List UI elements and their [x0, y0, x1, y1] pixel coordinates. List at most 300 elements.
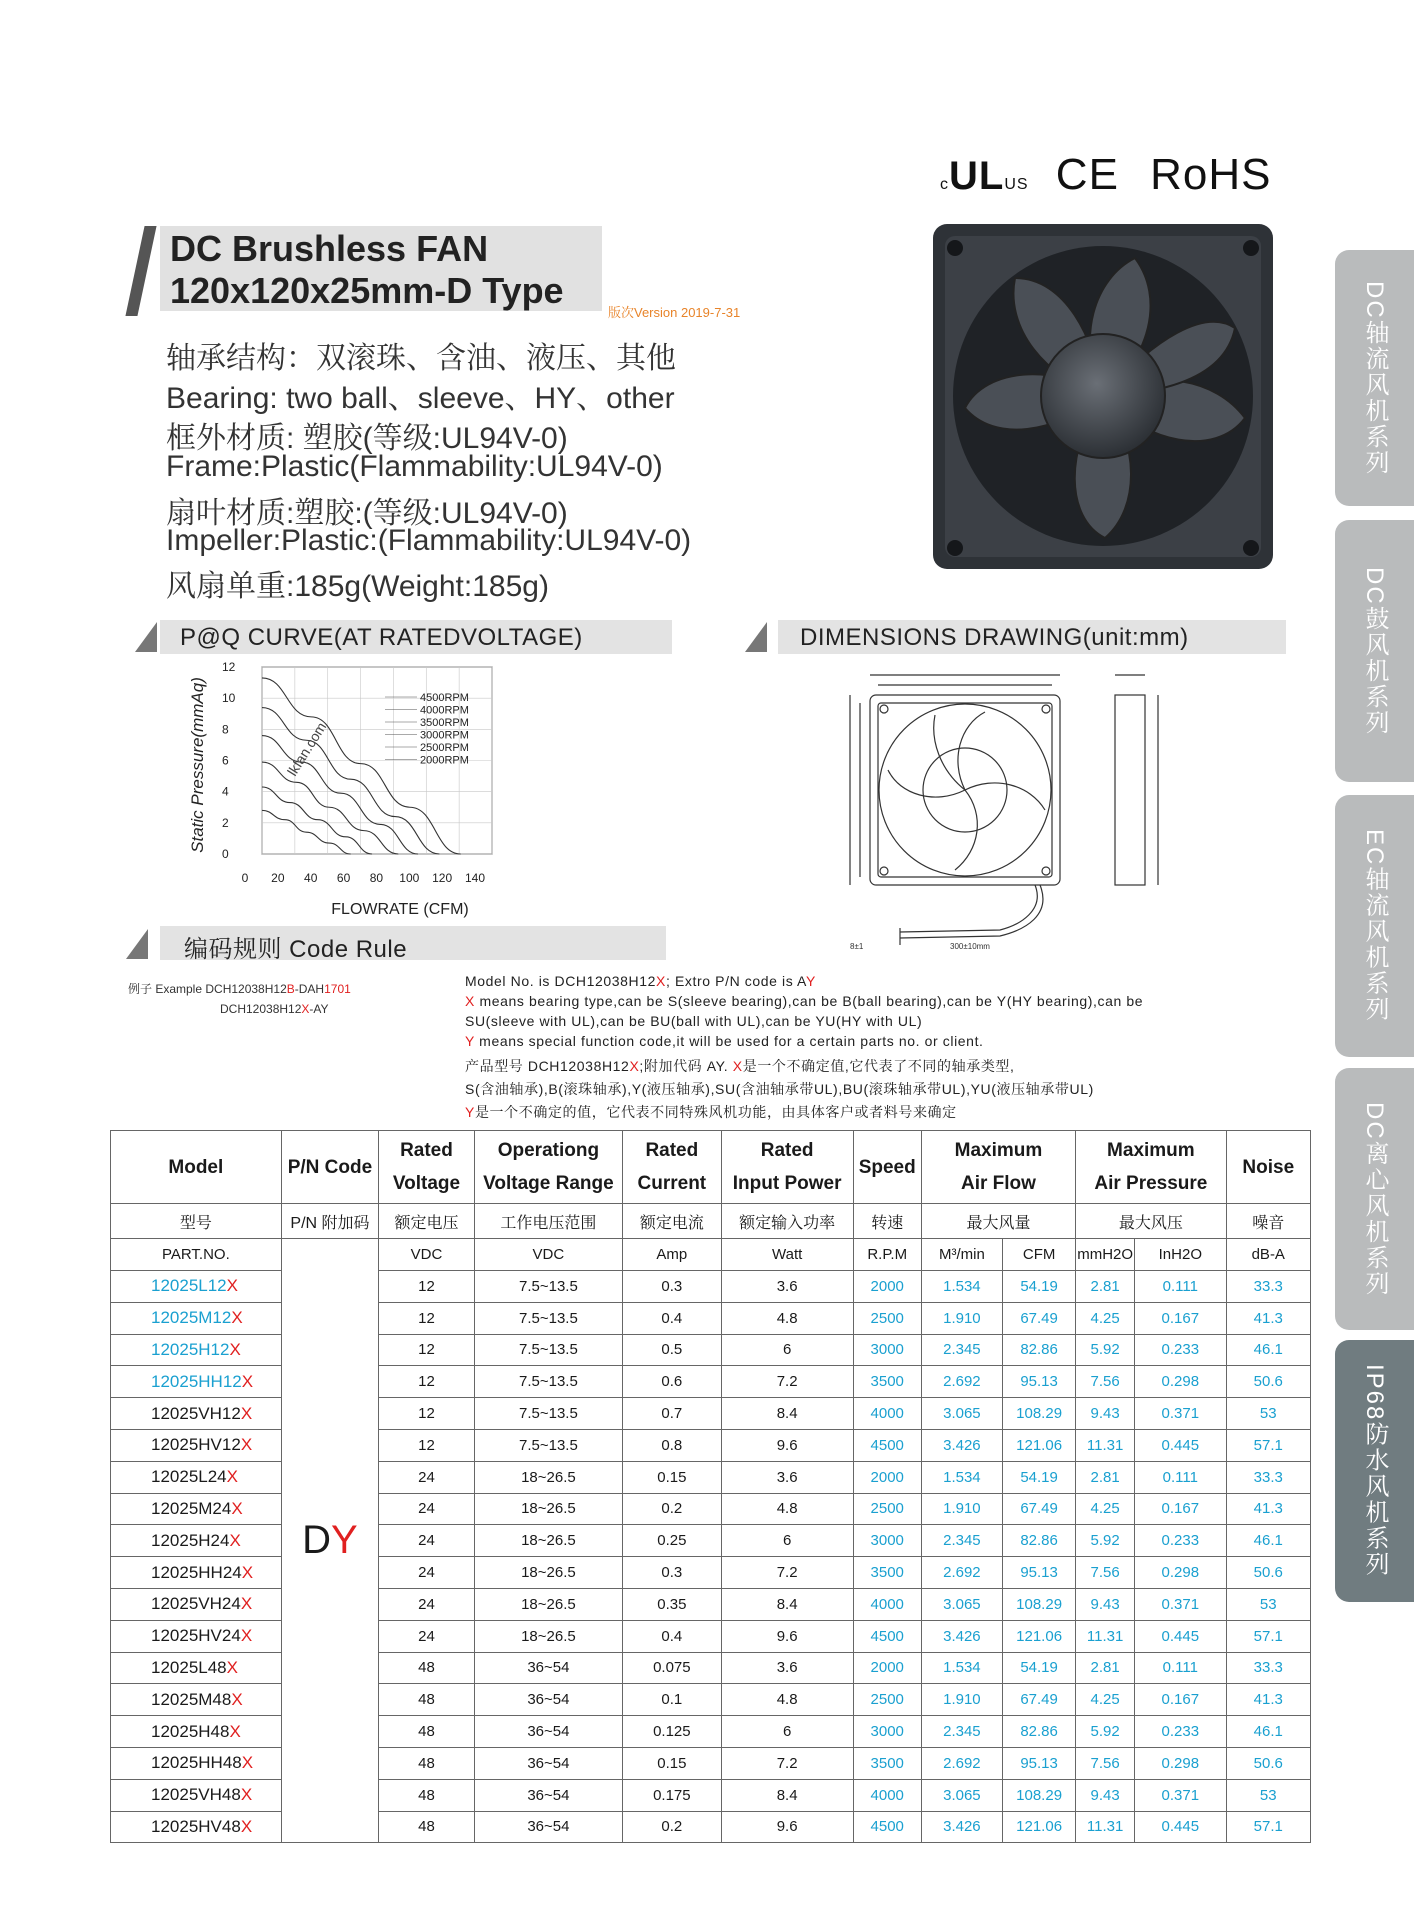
spec-frame-cn: 框外材质: 塑胶(等级:UL94V-0) — [166, 422, 568, 455]
cell-speed: 2500 — [853, 1684, 921, 1716]
certification-marks — [940, 150, 1272, 200]
cell-pressure-inh2o: 0.111 — [1135, 1461, 1226, 1493]
cell-current: 0.4 — [623, 1302, 722, 1334]
cell-speed: 3000 — [853, 1334, 921, 1366]
cell-pressure-mmh2o: 4.25 — [1076, 1493, 1135, 1525]
cell-voltage: 48 — [379, 1779, 475, 1811]
cell-voltage-range: 18~26.5 — [474, 1525, 622, 1557]
cell-noise: 53 — [1226, 1398, 1310, 1430]
header-rated-voltage: Rated Voltage — [379, 1131, 475, 1204]
tab-ip68-waterproof-fans[interactable]: IP68防水风机系列 — [1335, 1340, 1414, 1602]
model-number: 12025L48 — [151, 1657, 227, 1677]
lead-strip-label: 8±1 — [850, 942, 864, 950]
rule-line-2 — [465, 993, 1143, 1009]
unit-amp: Amp — [623, 1239, 722, 1271]
cell-voltage-range: 7.5~13.5 — [474, 1302, 622, 1334]
rule-line-7 — [465, 1102, 957, 1122]
cell-voltage-range: 18~26.5 — [474, 1493, 622, 1525]
rule5-x: X — [629, 1058, 640, 1074]
cell-airflow-m3: 2.692 — [921, 1366, 1002, 1398]
cell-power: 8.4 — [721, 1588, 853, 1620]
cell-pressure-mmh2o: 2.81 — [1076, 1652, 1135, 1684]
model-suffix-x: X — [229, 1530, 241, 1550]
cell-airflow-m3: 3.065 — [921, 1779, 1002, 1811]
product-title: DC Brushless FAN — [170, 228, 489, 269]
cell-pressure-mmh2o: 7.56 — [1076, 1366, 1135, 1398]
cell-pressure-mmh2o: 2.81 — [1076, 1461, 1135, 1493]
code-section-title: 编码规则 Code Rule — [184, 936, 408, 963]
cell-airflow-m3: 1.910 — [921, 1493, 1002, 1525]
cell-model — [111, 1429, 282, 1461]
cell-speed: 2500 — [853, 1493, 921, 1525]
cell-model — [111, 1461, 282, 1493]
model-number: 12025VH48 — [151, 1785, 241, 1805]
header-speed: Speed — [853, 1131, 921, 1204]
model-suffix-x: X — [231, 1498, 243, 1518]
cell-model — [111, 1334, 282, 1366]
cell-noise: 57.1 — [1226, 1620, 1310, 1652]
cell-power: 3.6 — [721, 1461, 853, 1493]
cell-voltage-range: 7.5~13.5 — [474, 1366, 622, 1398]
cell-current: 0.15 — [623, 1747, 722, 1779]
x-tick-label: 0 — [241, 871, 249, 885]
header-rated-current: Rated Current — [623, 1131, 722, 1204]
ce-mark: CE — [1055, 150, 1119, 199]
example2-x: X — [301, 1002, 310, 1016]
cell-pressure-inh2o: 0.445 — [1135, 1429, 1226, 1461]
pq-section-title: P@Q CURVE(AT RATEDVOLTAGE) — [180, 624, 583, 651]
code-example-1 — [128, 980, 351, 997]
header-pn-code: P/N Code — [281, 1131, 379, 1204]
cell-pressure-mmh2o: 11.31 — [1076, 1429, 1135, 1461]
header-cn-current: 额定电流 — [623, 1204, 722, 1239]
cell-voltage: 48 — [379, 1716, 475, 1748]
header-air-pressure: Maximum Air Pressure — [1076, 1131, 1226, 1204]
rule5-a: 产品型号 DCH12038H12 — [465, 1058, 630, 1074]
model-number: 12025HV12 — [151, 1435, 241, 1455]
cell-voltage: 48 — [379, 1652, 475, 1684]
cell-voltage-range: 18~26.5 — [474, 1620, 622, 1652]
cell-model — [111, 1302, 282, 1334]
y-tick-label: 12 — [222, 660, 236, 674]
model-number: 12025H48 — [151, 1721, 230, 1741]
cell-power: 3.6 — [721, 1652, 853, 1684]
cell-voltage-range: 7.5~13.5 — [474, 1429, 622, 1461]
cell-power: 4.8 — [721, 1684, 853, 1716]
cell-airflow-m3: 1.910 — [921, 1684, 1002, 1716]
model-suffix-x: X — [226, 1657, 238, 1677]
fan-photo — [925, 218, 1280, 578]
cell-airflow-m3: 2.692 — [921, 1747, 1002, 1779]
cell-airflow-cfm: 82.86 — [1003, 1334, 1076, 1366]
cell-airflow-cfm: 82.86 — [1003, 1716, 1076, 1748]
header-input-power: Rated Input Power — [721, 1131, 853, 1204]
cell-voltage: 24 — [379, 1557, 475, 1589]
table-units-row — [111, 1239, 1311, 1271]
cell-pressure-inh2o: 0.111 — [1135, 1271, 1226, 1303]
cell-noise: 41.3 — [1226, 1302, 1310, 1334]
cell-airflow-cfm: 108.29 — [1003, 1779, 1076, 1811]
cell-power: 8.4 — [721, 1398, 853, 1430]
model-number: 12025VH12 — [151, 1403, 241, 1423]
model-suffix-x: X — [240, 1403, 253, 1423]
x-tick-label: 20 — [271, 871, 285, 885]
cell-voltage: 12 — [379, 1366, 475, 1398]
cell-current: 0.35 — [623, 1588, 722, 1620]
cell-voltage: 12 — [379, 1334, 475, 1366]
cell-airflow-cfm: 54.19 — [1003, 1271, 1076, 1303]
cell-pressure-mmh2o: 5.92 — [1076, 1525, 1135, 1557]
unit-watt: Watt — [721, 1239, 853, 1271]
header-noise: Noise — [1226, 1131, 1310, 1204]
header-cn-speed: 转速 — [853, 1204, 921, 1239]
cell-speed: 3500 — [853, 1747, 921, 1779]
model-number: 12025HH12 — [151, 1371, 242, 1391]
spec-frame-en: Frame:Plastic(Flammability:UL94V-0) — [166, 450, 663, 483]
cell-airflow-m3: 2.345 — [921, 1716, 1002, 1748]
cell-voltage: 12 — [379, 1271, 475, 1303]
x-tick-label: 40 — [304, 871, 318, 885]
cell-voltage: 24 — [379, 1525, 475, 1557]
tab-dc-axial-fans[interactable]: DC轴流风机系列 — [1335, 250, 1414, 506]
cell-airflow-cfm: 82.86 — [1003, 1525, 1076, 1557]
cell-airflow-m3: 2.345 — [921, 1525, 1002, 1557]
spec-impeller-cn: 扇叶材质:塑胶:(等级:UL94V-0) — [166, 497, 568, 530]
model-number: 12025HV24 — [151, 1626, 241, 1646]
rule1-b: ; Extro P/N code is A — [666, 973, 806, 989]
cell-model — [111, 1398, 282, 1430]
pq-curve-chart — [180, 655, 620, 925]
cell-airflow-m3: 2.692 — [921, 1557, 1002, 1589]
ul-mark: UL — [949, 154, 1005, 198]
header-cn-model: 型号 — [111, 1204, 282, 1239]
cell-pressure-mmh2o: 7.56 — [1076, 1557, 1135, 1589]
cell-power: 4.8 — [721, 1493, 853, 1525]
spec-table — [110, 1130, 1311, 1843]
model-number: 12025L12 — [151, 1276, 227, 1296]
cell-model — [111, 1747, 282, 1779]
cell-current: 0.7 — [623, 1398, 722, 1430]
legend-label-2000rpm: 2000RPM — [420, 754, 469, 767]
y-tick-label: 2 — [222, 815, 229, 830]
cell-voltage: 48 — [379, 1811, 475, 1843]
cell-pressure-inh2o: 0.445 — [1135, 1811, 1226, 1843]
cell-pressure-inh2o: 0.233 — [1135, 1334, 1226, 1366]
example2-prefix: DCH12038H12 — [220, 1002, 302, 1016]
cell-power: 9.6 — [721, 1620, 853, 1652]
x-tick-label: 100 — [399, 871, 420, 885]
model-suffix-x: X — [240, 1594, 253, 1614]
cable-length-label: 300±10mm — [950, 942, 990, 950]
cell-voltage: 24 — [379, 1620, 475, 1652]
cell-airflow-m3: 1.910 — [921, 1302, 1002, 1334]
cell-noise: 50.6 — [1226, 1366, 1310, 1398]
rule-line-3: SU(sleeve with UL),can be BU(ball with UL),can be YU(HY with UL) — [465, 1013, 923, 1029]
model-suffix-x: X — [240, 1626, 253, 1646]
cell-pressure-mmh2o: 9.43 — [1076, 1779, 1135, 1811]
cell-pressure-mmh2o: 11.31 — [1076, 1811, 1135, 1843]
version-label: 版次Version 2019-7-31 — [608, 305, 741, 320]
cell-noise: 57.1 — [1226, 1811, 1310, 1843]
table-header-cn-row — [111, 1204, 1311, 1239]
cell-power: 6 — [721, 1334, 853, 1366]
model-number: 12025L24 — [151, 1467, 227, 1487]
cell-pressure-mmh2o: 4.25 — [1076, 1302, 1135, 1334]
cell-voltage: 48 — [379, 1684, 475, 1716]
cell-airflow-m3: 2.345 — [921, 1334, 1002, 1366]
cell-speed: 4000 — [853, 1398, 921, 1430]
cell-speed: 4500 — [853, 1811, 921, 1843]
cell-airflow-cfm: 54.19 — [1003, 1652, 1076, 1684]
model-suffix-x: X — [240, 1785, 253, 1805]
pn-code-d: D — [302, 1518, 332, 1563]
cell-voltage-range: 36~54 — [474, 1811, 622, 1843]
unit-partno: PART.NO. — [111, 1239, 282, 1271]
chart-watermark: lkfan.com — [283, 719, 330, 779]
cell-model — [111, 1366, 282, 1398]
unit-mmh2o: mmH2O — [1076, 1239, 1135, 1271]
cell-current: 0.3 — [623, 1557, 722, 1589]
tab-dc-blowers[interactable]: DC鼓风机系列 — [1335, 520, 1414, 782]
model-number: 12025H24 — [151, 1530, 230, 1550]
cell-speed: 2000 — [853, 1652, 921, 1684]
cell-pressure-mmh2o: 5.92 — [1076, 1334, 1135, 1366]
cell-speed: 4000 — [853, 1588, 921, 1620]
model-suffix-x: X — [240, 1435, 253, 1455]
x-tick-label: 80 — [369, 871, 384, 885]
cell-power: 4.8 — [721, 1302, 853, 1334]
cell-voltage: 24 — [379, 1588, 475, 1620]
model-suffix-x: X — [226, 1467, 238, 1487]
model-suffix-x: X — [231, 1308, 243, 1328]
cell-model — [111, 1811, 282, 1843]
cell-model — [111, 1652, 282, 1684]
spec-weight: 风扇单重:185g(Weight:185g) — [166, 570, 549, 603]
cell-speed: 3000 — [853, 1525, 921, 1557]
cell-noise: 41.3 — [1226, 1684, 1310, 1716]
dim-section-title: DIMENSIONS DRAWING(unit:mm) — [800, 624, 1189, 651]
cell-noise: 33.3 — [1226, 1271, 1310, 1303]
series-line-3000rpm — [262, 762, 398, 854]
header-cn-pn: P/N 附加码 — [281, 1204, 379, 1239]
cell-power: 7.2 — [721, 1747, 853, 1779]
header-cn-power: 额定输入功率 — [721, 1204, 853, 1239]
rule-line-5 — [465, 1056, 1015, 1076]
cell-noise: 46.1 — [1226, 1716, 1310, 1748]
cell-voltage-range: 36~54 — [474, 1779, 622, 1811]
legend-label-3500rpm: 3500RPM — [420, 717, 469, 729]
cell-noise: 33.3 — [1226, 1461, 1310, 1493]
cell-pressure-inh2o: 0.371 — [1135, 1398, 1226, 1430]
cell-power: 3.6 — [721, 1271, 853, 1303]
cell-pressure-mmh2o: 9.43 — [1076, 1588, 1135, 1620]
model-suffix-x: X — [229, 1339, 241, 1359]
cell-pressure-mmh2o: 2.81 — [1076, 1271, 1135, 1303]
pq-section-marker — [135, 622, 157, 652]
header-voltage-range: Operationg Voltage Range — [474, 1131, 622, 1204]
cell-airflow-m3: 3.426 — [921, 1429, 1002, 1461]
cell-speed: 4000 — [853, 1779, 921, 1811]
y-axis-label: Static Pressure(mmAq) — [188, 677, 207, 853]
cell-pressure-mmh2o: 5.92 — [1076, 1716, 1135, 1748]
cell-current: 0.4 — [623, 1620, 722, 1652]
cell-airflow-m3: 3.065 — [921, 1588, 1002, 1620]
code-example-2 — [220, 1002, 329, 1016]
header-cn-noise: 噪音 — [1226, 1204, 1310, 1239]
header-cn-range: 工作电压范围 — [474, 1204, 622, 1239]
tab-ec-axial-fans[interactable]: EC轴流风机系列 — [1335, 795, 1414, 1057]
header-cn-airflow: 最大风量 — [921, 1204, 1075, 1239]
spec-bearing-cn: 轴承结构：双滚珠、含油、液压、其他 — [166, 342, 676, 375]
rule1-y: Y — [805, 973, 816, 989]
cell-airflow-cfm: 108.29 — [1003, 1588, 1076, 1620]
cell-voltage-range: 18~26.5 — [474, 1588, 622, 1620]
rule2-text: means bearing type,can be S(sleeve bearing),can be B(ball bearing),can be Y(HY bearing),can be — [474, 993, 1144, 1009]
cell-noise: 53 — [1226, 1588, 1310, 1620]
cell-power: 8.4 — [721, 1779, 853, 1811]
pn-code-cell — [281, 1239, 379, 1843]
cell-voltage-range: 36~54 — [474, 1652, 622, 1684]
cell-pressure-inh2o: 0.371 — [1135, 1588, 1226, 1620]
table-header-row — [111, 1131, 1311, 1204]
model-number: 12025M48 — [151, 1689, 232, 1709]
cell-noise: 50.6 — [1226, 1747, 1310, 1779]
rule2-x: X — [465, 993, 475, 1009]
cell-speed: 3000 — [853, 1716, 921, 1748]
cell-pressure-mmh2o: 7.56 — [1076, 1747, 1135, 1779]
cell-power: 9.6 — [721, 1811, 853, 1843]
cell-model — [111, 1779, 282, 1811]
tab-dc-centrifugal-fans[interactable]: DC离心风机系列 — [1335, 1068, 1414, 1330]
cell-current: 0.075 — [623, 1652, 722, 1684]
cell-noise: 53 — [1226, 1779, 1310, 1811]
cell-airflow-cfm: 121.06 — [1003, 1620, 1076, 1652]
cell-voltage: 24 — [379, 1493, 475, 1525]
cell-voltage: 24 — [379, 1461, 475, 1493]
unit-cfm: CFM — [1003, 1239, 1076, 1271]
cell-airflow-cfm: 121.06 — [1003, 1429, 1076, 1461]
example-prefix: 例子 Example DCH12038H12 — [128, 982, 287, 996]
cell-model — [111, 1557, 282, 1589]
cell-voltage-range: 7.5~13.5 — [474, 1398, 622, 1430]
model-suffix-x: X — [226, 1276, 238, 1296]
cell-current: 0.5 — [623, 1334, 722, 1366]
x-tick-label: 140 — [464, 871, 486, 885]
cell-model — [111, 1716, 282, 1748]
cell-speed: 2000 — [853, 1461, 921, 1493]
cell-current: 0.2 — [623, 1493, 722, 1525]
cell-pressure-inh2o: 0.298 — [1135, 1557, 1226, 1589]
cell-voltage-range: 18~26.5 — [474, 1557, 622, 1589]
model-suffix-x: X — [241, 1371, 254, 1391]
cell-voltage: 48 — [379, 1747, 475, 1779]
cell-airflow-m3: 1.534 — [921, 1271, 1002, 1303]
cell-noise: 57.1 — [1226, 1429, 1310, 1461]
model-number: 12025HH24 — [151, 1562, 242, 1582]
cell-current: 0.1 — [623, 1684, 722, 1716]
series-line-2500rpm — [262, 787, 372, 854]
cell-voltage: 12 — [379, 1398, 475, 1430]
x-tick-label: 120 — [432, 871, 453, 885]
model-suffix-x: X — [229, 1721, 241, 1741]
header-air-flow: Maximum Air Flow — [921, 1131, 1075, 1204]
model-suffix-x: X — [241, 1562, 254, 1582]
cell-pressure-inh2o: 0.233 — [1135, 1716, 1226, 1748]
cell-current: 0.25 — [623, 1525, 722, 1557]
header-model: Model — [111, 1131, 282, 1204]
cell-pressure-inh2o: 0.233 — [1135, 1525, 1226, 1557]
rule1-a: Model No. is DCH12038H12 — [465, 973, 657, 989]
cell-pressure-inh2o: 0.111 — [1135, 1652, 1226, 1684]
cell-current: 0.8 — [623, 1429, 722, 1461]
cell-model — [111, 1525, 282, 1557]
cell-airflow-m3: 1.534 — [921, 1461, 1002, 1493]
cell-voltage-range: 36~54 — [474, 1716, 622, 1748]
cell-model — [111, 1684, 282, 1716]
cell-voltage: 12 — [379, 1302, 475, 1334]
model-number: 12025HH48 — [151, 1753, 242, 1773]
cell-current: 0.125 — [623, 1716, 722, 1748]
cert-us: US — [1004, 176, 1029, 193]
cert-c: c — [940, 176, 949, 193]
x-axis-label: FLOWRATE (CFM) — [331, 901, 469, 918]
y-tick-label: 8 — [222, 722, 229, 737]
cell-current: 0.15 — [623, 1461, 722, 1493]
y-tick-label: 4 — [222, 784, 229, 799]
cell-airflow-cfm: 67.49 — [1003, 1302, 1076, 1334]
model-number: 12025VH24 — [151, 1594, 241, 1614]
dimensions-drawing — [840, 660, 1270, 950]
cell-power: 6 — [721, 1716, 853, 1748]
cell-airflow-m3: 3.426 — [921, 1620, 1002, 1652]
cell-speed: 3500 — [853, 1366, 921, 1398]
unit-dba: dB-A — [1226, 1239, 1310, 1271]
cell-pressure-inh2o: 0.298 — [1135, 1747, 1226, 1779]
cell-speed: 2000 — [853, 1271, 921, 1303]
cell-voltage-range: 36~54 — [474, 1747, 622, 1779]
rule7-text: 是一个不确定的值，它代表不同特殊风机功能，由具体客户或者料号来确定 — [474, 1104, 957, 1120]
rule-line-1 — [465, 973, 816, 989]
model-number: 12025HV48 — [151, 1816, 241, 1836]
cell-airflow-m3: 3.426 — [921, 1811, 1002, 1843]
model-number: 12025H12 — [151, 1339, 230, 1359]
unit-vdc: VDC — [379, 1239, 475, 1271]
header-cn-voltage: 额定电压 — [379, 1204, 475, 1239]
cell-model — [111, 1493, 282, 1525]
cell-pressure-inh2o: 0.371 — [1135, 1779, 1226, 1811]
rule4-text: means special function code,it will be used for a certain parts no. or client. — [474, 1033, 984, 1049]
x-tick-label: 60 — [336, 871, 351, 885]
cell-pressure-inh2o: 0.445 — [1135, 1620, 1226, 1652]
cell-airflow-cfm: 108.29 — [1003, 1398, 1076, 1430]
cell-pressure-inh2o: 0.298 — [1135, 1366, 1226, 1398]
cell-pressure-mmh2o: 9.43 — [1076, 1398, 1135, 1430]
cell-pressure-mmh2o: 11.31 — [1076, 1620, 1135, 1652]
code-section-marker — [126, 929, 148, 959]
cell-noise: 50.6 — [1226, 1557, 1310, 1589]
cell-pressure-inh2o: 0.167 — [1135, 1493, 1226, 1525]
unit-vdc-range: VDC — [474, 1239, 622, 1271]
rule5-c: 是一个不确定值,它代表了不同的轴承类型, — [742, 1058, 1015, 1074]
spec-bearing-en: Bearing: two ball、sleeve、HY、other — [166, 382, 675, 415]
cell-airflow-cfm: 67.49 — [1003, 1493, 1076, 1525]
cell-model — [111, 1271, 282, 1303]
rule5-b: ;附加代码 AY. — [639, 1058, 733, 1074]
cell-airflow-cfm: 95.13 — [1003, 1747, 1076, 1779]
cell-airflow-m3: 3.065 — [921, 1398, 1002, 1430]
cell-model — [111, 1588, 282, 1620]
cell-power: 7.2 — [721, 1366, 853, 1398]
